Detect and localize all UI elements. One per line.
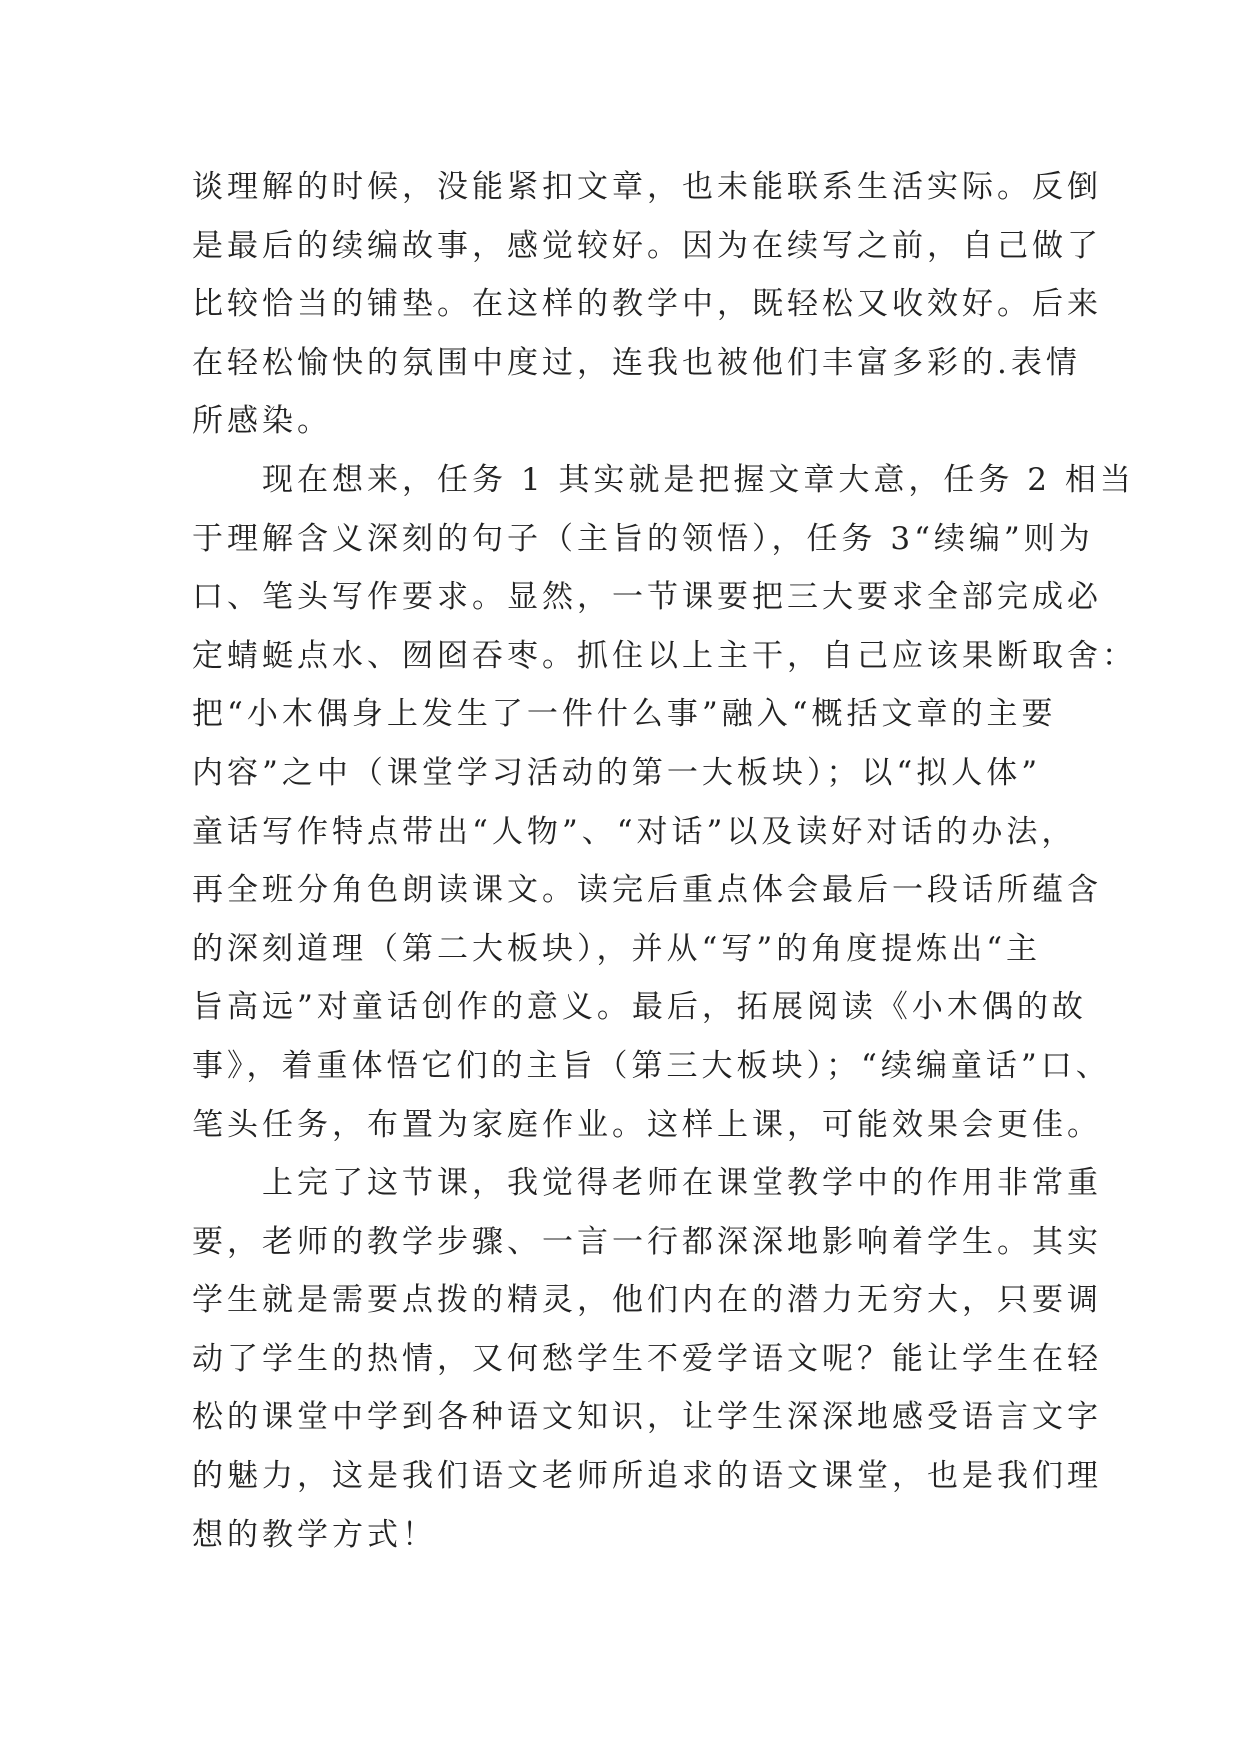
text-line: 内容”之中（课堂学习活动的第一大板块）；以“拟人体”: [192, 754, 1042, 791]
text-line: 事》，着重体悟它们的主旨（第三大板块）；“续编童话”口、: [192, 1047, 1111, 1084]
text-line: 把“小木偶身上发生了一件什么事”融入“概括文章的主要: [192, 696, 1057, 733]
text-line: 笔头任务，布置为家庭作业。这样上课，可能效果会更佳。: [192, 1106, 1102, 1143]
text-line: 要，老师的教学步骤、一言一行都深深地影响着学生。其实: [192, 1223, 1102, 1260]
text-line: 童话写作特点带出“人物”、“对话”以及读好对话的办法，: [192, 813, 1077, 850]
text-line: 旨高远”对童话创作的意义。最后，拓展阅读《小木偶的故: [192, 989, 1087, 1026]
text-line: 的魅力，这是我们语文老师所追求的语文课堂，也是我们理: [192, 1458, 1102, 1495]
text-line: 谈理解的时候，没能紧扣文章，也未能联系生活实际。反倒: [192, 169, 1102, 205]
text-line: 是最后的续编故事，感觉较好。因为在续写之前，自己做了: [192, 227, 1102, 264]
text-line: 在轻松愉快的氛围中度过，连我也被他们丰富多彩的.表情: [192, 344, 1081, 381]
text-line: 再全班分角色朗读课文。读完后重点体会最后一段话所蕴含: [192, 872, 1102, 909]
text-line: 定蜻蜓点水、囫囵吞枣。抓住以上主干，自己应该果断取舍：: [192, 637, 1137, 674]
text-line: 口、笔头写作要求。显然，一节课要把三大要求全部完成必: [192, 579, 1102, 616]
text-line: 比较恰当的铺垫。在这样的教学中，既轻松又收效好。后来: [192, 286, 1102, 323]
text-line: 学生就是需要点拨的精灵，他们内在的潜力无穷大，只要调: [192, 1282, 1102, 1319]
text-line: 动了学生的热情，又何愁学生不爱学语文呢？能让学生在轻: [192, 1340, 1102, 1377]
text-line: 松的课堂中学到各种语文知识，让学生深深地感受语言文字: [192, 1399, 1102, 1436]
text-line: 所感染。: [192, 403, 332, 440]
text-line: 现在想来，任务 1 其实就是把握文章大意，任务 2 相当: [192, 461, 1135, 498]
text-line: 想的教学方式！: [192, 1516, 437, 1553]
text-line: 的深刻道理（第二大板块），并从“写”的角度提炼出“主: [192, 930, 1042, 967]
document-body: [192, 158, 1137, 1564]
text-line: 上完了这节课，我觉得老师在课堂教学中的作用非常重: [192, 1165, 1102, 1202]
text-line: 于理解含义深刻的句子（主旨的领悟），任务 3“续编”则为: [192, 520, 1094, 557]
